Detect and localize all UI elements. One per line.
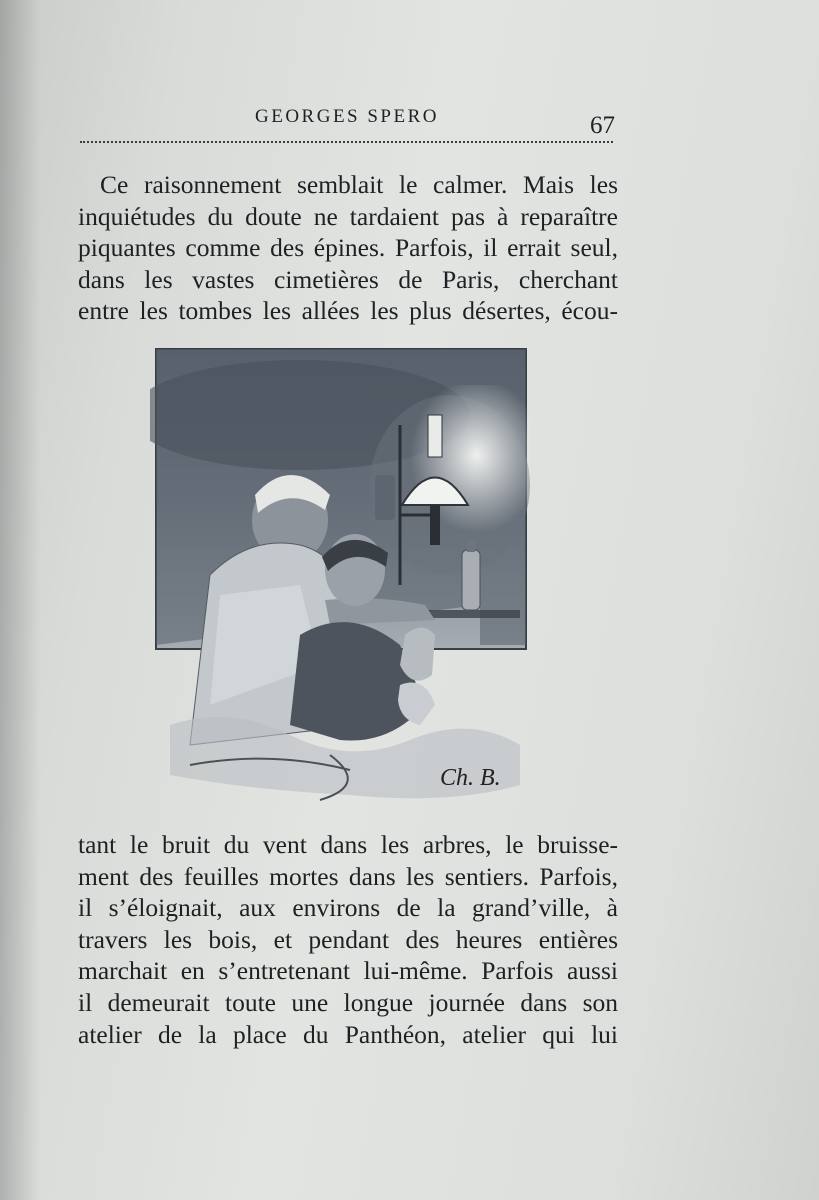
text-line: inquiétudes du doute ne tardaient pas à reparaître: [78, 201, 618, 231]
text-line: piquantes comme des épines. Parfois, il errait seul,: [78, 233, 618, 263]
illustration-signature: Ch. B.: [440, 765, 501, 791]
text-line: il s’éloignait, aux environs de la grand’ville, à: [78, 893, 618, 923]
paragraph-bottom: [78, 829, 618, 1050]
illustration-artwork: [150, 345, 530, 805]
text-line: ment des feuilles mortes dans les sentiers. Parfois,: [78, 861, 618, 891]
text-line: dans les vastes cimetières de Paris, cherchant: [78, 264, 618, 294]
text-line: travers les bois, et pendant des heures entières: [78, 924, 618, 954]
text-line: Ce raisonnement semblait le calmer. Mais les: [100, 170, 618, 199]
text-line: tant le bruit du vent dans les arbres, le bruisse-: [78, 830, 618, 859]
text-line: entre les tombes les allées les plus désertes, écou-: [78, 296, 618, 326]
running-head: [80, 104, 616, 140]
page-edge-shadow: [0, 0, 40, 1200]
running-title: GEORGES SPERO: [255, 106, 439, 127]
text-line: atelier de la place du Panthéon, atelier qui lui: [78, 1019, 618, 1049]
text-line: marchait en s’entretenant lui-même. Parfois aussi: [78, 956, 618, 986]
paragraph-top: [78, 169, 618, 327]
page-number: 67: [590, 112, 615, 139]
text-line: il demeurait toute une longue journée dans son: [78, 987, 618, 1017]
header-dotted-rule: [80, 141, 613, 143]
engraved-illustration: [150, 345, 530, 805]
